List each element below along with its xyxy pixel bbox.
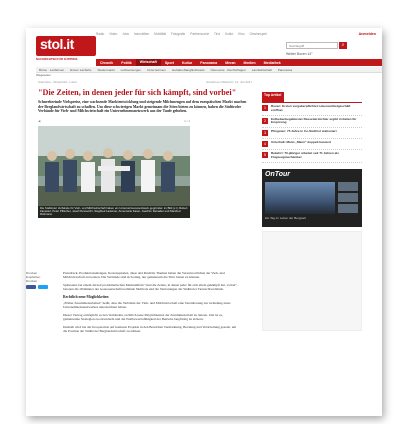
photo-caption: Die Südtiroler Verbände für Vieh- und Milchwirtschaft haben ein Unternehmensnetzwerk gegründet: im Bild (v.l.) Robert Zampieri, Peter Pfitscher, Josef Pennacchi, Siegfried Ladurner, Annemarie Kaser, Joachim Reinalter und Manfred Röttmann. [38, 206, 190, 218]
nav-item-wirtschaft[interactable]: Wirtschaft [136, 59, 161, 66]
weather-widget[interactable]: Wetter Bozen 14° [286, 52, 313, 56]
util-link[interactable]: Kino [238, 32, 245, 36]
image-prev-button[interactable]: ◀ [38, 118, 41, 123]
subnav-item[interactable]: Unternehmen [147, 67, 166, 72]
subnav-item[interactable]: Ökonomie · Rechtsfragen [210, 67, 246, 72]
subnav-item-wegweiser[interactable]: Wegweiser [36, 73, 51, 77]
share-label: Drucken [26, 279, 38, 283]
logo-tagline: NACHRICHTEN FÜR SÜDTIROL [36, 57, 79, 61]
ad-placeholder [262, 231, 362, 331]
logo-text: stol.it [40, 36, 74, 52]
nav-item-panorama[interactable]: Panorama [200, 60, 218, 65]
image-toolbar [38, 119, 190, 125]
ontour-title: OnTour [265, 170, 291, 178]
util-link[interactable]: Tirol [213, 32, 221, 36]
facebook-icon[interactable] [26, 285, 36, 289]
article-date: Erstellt am Mittwoch, 12. Juli 2017 [206, 80, 252, 84]
paragraph: „Früher Zusammenarbeiten" heißt, dass die Verbände der Vieh- und Milchwirtschaft eine Vereinbarung zur Gründung eines Unternehmensnetzwerkes unterzeichnet haben. [63, 301, 231, 310]
paragraph: Preisdruck, Produktionsmengen, Kostenspiralen, diese und ähnliche Themen haben die Verantwortlichen der Vieh- und Milchwirtschaft zu beraten. Die Verbände sind sich einig, nur gemeinsam die Stirn bieten zu können. [63, 271, 225, 280]
top-article-title: Bekehrt: 70-jähriger arbeitet seit 71 Jahren als Flugzeugmechaniker [271, 151, 339, 159]
twitter-icon[interactable] [38, 285, 48, 289]
right-column [262, 92, 362, 331]
browser-page [26, 28, 382, 416]
group-photo-image [38, 126, 190, 218]
ontour-widget[interactable] [262, 169, 362, 227]
util-link[interactable]: Immobilien [133, 32, 150, 36]
nav-item-politik[interactable]: Politik [121, 60, 132, 65]
util-link[interactable]: Jobs [122, 32, 129, 36]
nav-item-mediathek[interactable]: Mediathek [263, 60, 281, 65]
util-link[interactable]: Gewinnspiel [249, 32, 267, 36]
article-headline: "Die Zeiten, in denen jeder für sich kämpft, sind vorbei" [38, 88, 237, 97]
article-body [63, 271, 238, 336]
ontour-main-image[interactable] [265, 182, 335, 214]
subnav-item[interactable]: Essen Lanfiehs [70, 67, 92, 72]
util-link[interactable]: Video [109, 32, 118, 36]
subnav-item[interactable]: Börse · Leitbörsen [39, 67, 65, 72]
article-lead: Schneebeeinde Vielspreise, eine wachsende Marktentwicklung und steigende Milchmengen auf dem europäischen Markt machen der Berglandwirtschaft zu schaffen. Um diese schwierigen Markt gemeinsam die Stirn bieten zu können, haben die Südtiroler Verbände für Vieh- und Milchwirtschaft ein Unternehmensnetzwerk aus der Taufe gehoben. [38, 100, 247, 114]
ontour-thumbnail[interactable] [338, 182, 358, 191]
util-link[interactable]: Fotografie [170, 32, 186, 36]
print-link[interactable]: Drucken [26, 271, 38, 275]
ontour-thumbnails [338, 182, 358, 215]
top-article-title: Pfingsten: 75 Jahre in Co-Südtirol stationiert [271, 129, 337, 134]
ontour-thumbnail[interactable] [338, 204, 358, 213]
util-link[interactable]: Partnersuche [190, 32, 210, 36]
list-item[interactable] [262, 139, 362, 150]
search-icon: ⌕ [341, 42, 345, 48]
article-photo[interactable] [38, 126, 190, 218]
main-nav [96, 59, 382, 66]
nav-item-kultur[interactable]: Kultur [181, 60, 193, 65]
util-link[interactable]: Kultur [224, 32, 234, 36]
subnav-item[interactable]: Luftmeinungen [120, 67, 142, 72]
login-link[interactable]: Anmelden [358, 32, 376, 36]
ontour-thumbnail[interactable] [338, 193, 358, 202]
subnav-item[interactable]: Landwirtschaft [251, 67, 272, 72]
search-input[interactable] [286, 42, 338, 49]
rank-badge: 4 [262, 141, 268, 147]
image-counter: 1 / 1 [184, 118, 190, 123]
subnav-item[interactable]: Stellenmarkt [97, 67, 115, 72]
top-article-title: Unterhalt: Mann „Mann" doppelt kassiert [271, 140, 332, 145]
subheading: Rechtlich neue Möglichkeiten [63, 294, 109, 299]
paragraph: Dieser Vertrag ermöglicht es den Verbänden, rechtlich neue Möglichkeiten der Zusammenarbeit zu nutzen. Ziel ist es, gemeinsame Strategien zu entwickeln und die Wettbewerbsfähigkeit der Betriebe langfristig zu sichern. [63, 312, 223, 322]
top-articles-tab[interactable]: Top Artikel [262, 92, 284, 102]
list-item[interactable] [262, 150, 362, 163]
list-item[interactable] [262, 116, 362, 129]
util-link[interactable]: Radio [96, 32, 105, 36]
share-buttons [26, 285, 54, 289]
paragraph: Spätestens bei einem derzeit problematischen Marktumfeld "sind die Zeiten, in denen jeder für sich allein gekämpft hat, vorbei", betonen die Obmänner der Genossenschaftsverbände Südtirols und die Vertretungen der Südtiroler Tierzuchtverbände. [63, 282, 238, 292]
rank-badge: 5 [262, 152, 268, 158]
ontour-caption: Ein Tag im Leben der Bergwelt [265, 215, 306, 220]
article-tools [26, 271, 54, 289]
nav-item-meran[interactable]: Meran [225, 60, 236, 65]
nav-item-chronik[interactable]: Chronik [100, 60, 114, 65]
top-article-title: Erdbebenbegabtester Rassetierzüchter ergibt in Italien für Empörung [271, 116, 357, 125]
rank-badge: 2 [262, 118, 268, 124]
list-item[interactable] [262, 103, 362, 116]
paragraph: Deshalb wird bei der Kooperation auf konkrete Projekte in den Bereichen Vermarktung, Beratung und Verarbeitung gesetzt, um die Position der Südtiroler Berglandwirtschaft zu stärken. [63, 324, 237, 334]
top-article-title: Bozen: Ersten vergaberpflichtet Lebensmittelgeschäft eröffnet [271, 104, 351, 112]
recommend-link[interactable]: Empfehlen [26, 275, 41, 279]
util-link[interactable]: Mobilität [154, 32, 167, 36]
sub-nav [36, 67, 382, 73]
article [38, 80, 252, 218]
rank-badge: 3 [262, 130, 268, 136]
nav-item-sport[interactable]: Sport [164, 60, 174, 65]
nav-item-medien[interactable]: Medien [243, 60, 256, 65]
rank-badge: 1 [262, 105, 268, 111]
subnav-item[interactable]: Gehalts-Rangfindtmarkt [171, 67, 205, 72]
top-articles-list [262, 102, 362, 163]
subnav-item[interactable]: Panorama [277, 67, 293, 72]
site-logo[interactable] [36, 36, 96, 56]
utility-links [96, 32, 271, 36]
breadcrumb[interactable]: Startseite › Wirtschaft › Lokal [38, 80, 77, 84]
list-item[interactable] [262, 128, 362, 139]
search-button[interactable] [339, 42, 347, 49]
